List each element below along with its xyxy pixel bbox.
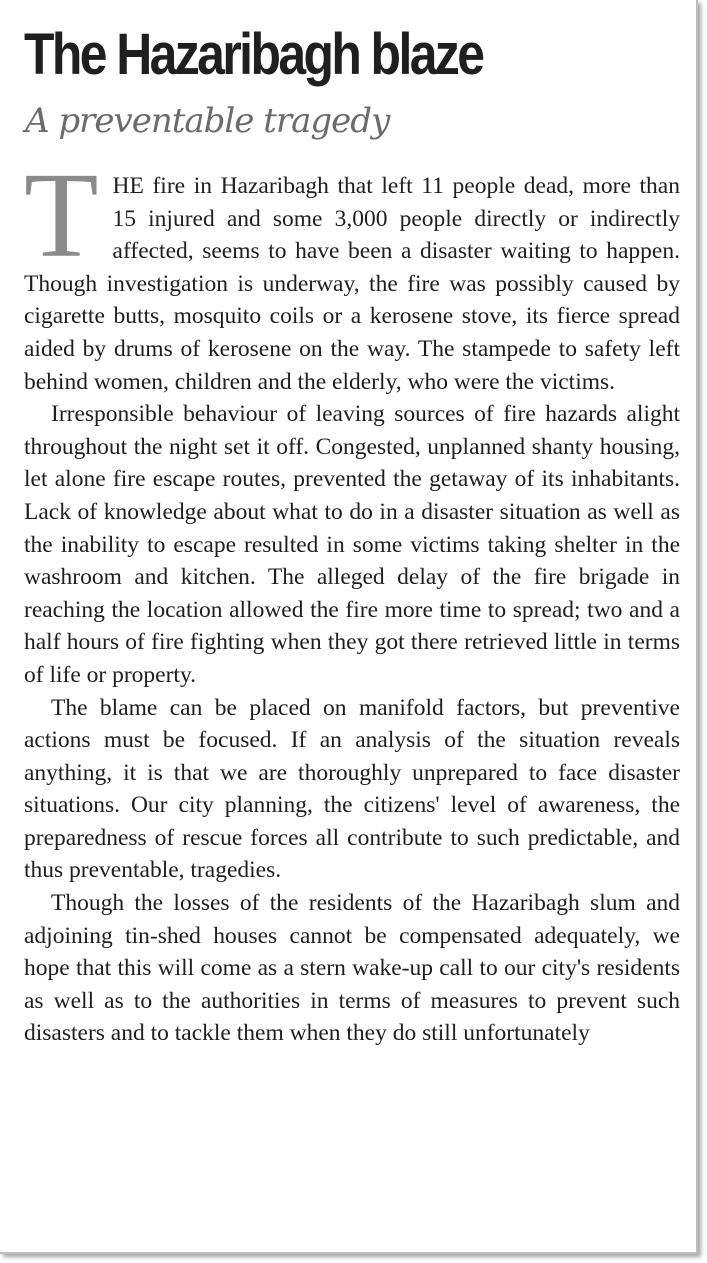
paragraph-1-text: HE fire in Hazaribagh that left 11 people dead, more than 15 injured and some 3,000 people directly or indirectly affected, seems to have been a disaster waiting to happen. Though investigation is underway, the fire was possibly caused by cigarette butts, mosquito coils or a kerosene stove, its fierce spread aided by drums of kerosene on the way. The stampede to safety left behind women, children and the elderly, who were the victims. — [24, 173, 680, 395]
drop-cap: T — [24, 148, 99, 283]
subheadline: A preventable tragedy — [25, 101, 390, 141]
paragraph-4: Though the losses of the residents of the Hazaribagh slum and adjoining tin-shed houses cannot be compensated adequately, we hope that this will come as a stern wake-up call to our city's residents as well as to the authorities in terms of measures to prevent such disasters and to tackle them when they do still unfortunately — [24, 890, 680, 1047]
paragraph-1 — [24, 148, 680, 398]
paragraph-2: Irresponsible behaviour of leaving sources of fire hazards alight throughout the night set it off. Congested, unplanned shanty housing, let alone fire escape routes, prevented the getaway of its inhabitants. Lack of knowledge about what to do in a disaster situation as well as the inability to escape resulted in some victims taking shelter in the washroom and kitchen. The alleged delay of the fire brigade in reaching the location allowed the fire more time to spread; two and a half hours of fire fighting when they got there retrieved little in terms of life or property. — [24, 401, 680, 688]
paragraph-3: The blame can be placed on manifold factors, but preventive actions must be focused. If an analysis of the situation reveals anything, it is that we are thoroughly unprepared to face disaster situations. Our city planning, the citizens' level of awareness, the preparedness of rescue forces all contribute to such predictable, and thus preventable, tragedies. — [24, 694, 680, 884]
article-body — [24, 148, 680, 1050]
headline: The Hazaribagh blaze — [24, 22, 483, 87]
